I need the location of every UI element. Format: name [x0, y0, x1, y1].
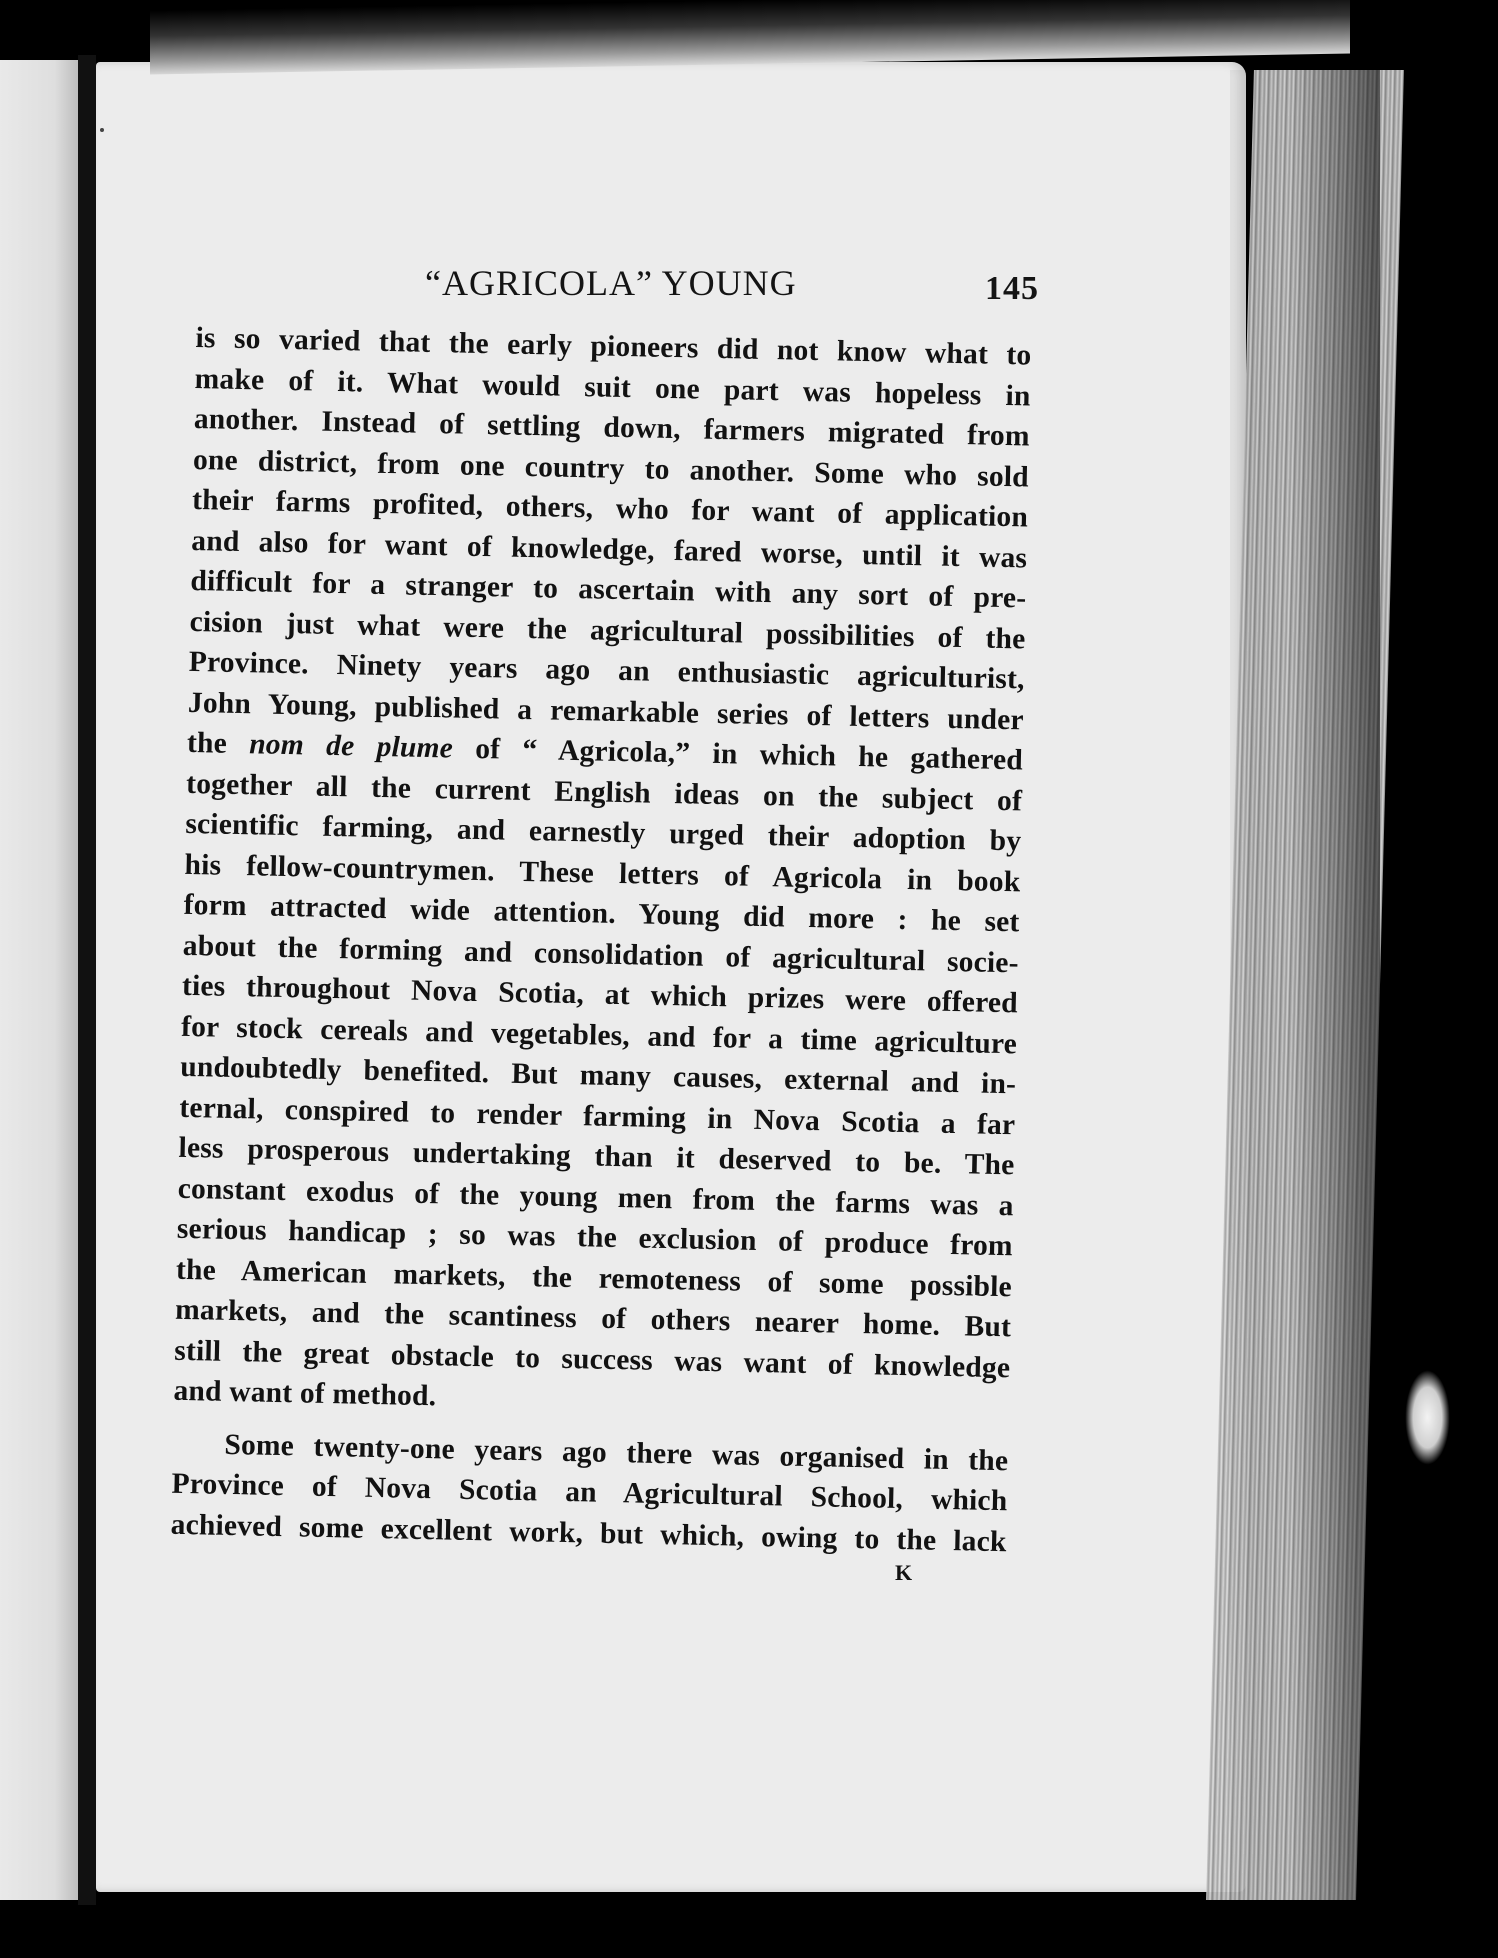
paragraph-1 [173, 318, 1032, 1429]
fore-edge-shadow [1230, 70, 1380, 1900]
text-line: the American markets, the remoteness of some possible [175, 1253, 1013, 1303]
text-line: their farms profited, others, who for want of application [191, 483, 1029, 534]
running-title: “AGRICOLA” YOUNG [425, 263, 797, 303]
text-line: serious handicap ; so was the exclusion of produce from [176, 1212, 1014, 1263]
text-line: Province. Ninety years ago an enthusiastic agriculturist, [188, 645, 1025, 696]
text-line: another. Instead of settling down, farmers migrated from [193, 402, 1031, 453]
text-line: less prosperous undertaking than it deserved to be. The [178, 1131, 1015, 1182]
text-line: cision just what were the agricultural possibilities of the [189, 605, 1026, 655]
signature-mark: K [895, 1560, 913, 1585]
paragraph-2 [170, 1423, 1008, 1562]
text-line: and want of method. [173, 1374, 437, 1413]
text-line: ties throughout Nova Scotia, at which prizes were offered [181, 969, 1019, 1020]
text-line: ternal, conspired to render farming in Nova Scotia a far [179, 1091, 1016, 1141]
text-line: his fellow-countrymen. These letters of Agricola in book [184, 848, 1021, 898]
text-line: constant exodus of the young men from the farms was a [177, 1172, 1014, 1222]
text-line: the nom de plume of “ Agricola,” in which he gathered [186, 726, 1024, 777]
page-number: 145 [985, 270, 1039, 307]
text-line: one district, from one country to another. Some who sold [192, 443, 1030, 493]
text-line: and also for want of knowledge, fared worse, until it was [191, 524, 1028, 574]
text-line: make of it. What would suit one part was hopeless in [194, 362, 1031, 412]
text-line: markets, and the scantiness of others nearer home. But [174, 1293, 1012, 1344]
book-gutter [78, 55, 96, 1905]
text-line: undoubtedly benefited. But many causes, external and in- [179, 1050, 1017, 1101]
text-line: together all the current English ideas on the subject of [185, 767, 1023, 817]
text-line: difficult for a stranger to ascertain with any sort of pre- [190, 564, 1027, 615]
facing-page-edge [0, 60, 78, 1900]
text-line: still the great obstacle to success was want of knowledge [174, 1334, 1011, 1384]
running-head [190, 262, 1050, 312]
italic-phrase: nom de plume [248, 728, 454, 765]
text-line: scientific farming, and earnestly urged their adoption by [185, 807, 1022, 858]
text-line: about the forming and consolidation of agricultural socie- [182, 929, 1020, 979]
text-line: is so varied that the early pioneers did not know what to [195, 321, 1032, 372]
text-line: Province of Nova Scotia an Agricultural School, which [171, 1467, 1008, 1518]
dust-speck [100, 128, 104, 132]
text-line: for stock cereals and vegetables, and for a time agriculture [180, 1010, 1018, 1060]
text-line: John Young, published a remarkable series of letters under [187, 686, 1025, 736]
text-line: form attracted wide attention. Young did more : he set [183, 888, 1020, 939]
text-line: achieved some excellent work, but which, owing to the lack [170, 1508, 1007, 1558]
body-text [170, 318, 1032, 1562]
paper-blemish [1405, 1370, 1450, 1465]
text-line: Some twenty-one years ago there was organised in the [224, 1428, 1009, 1477]
